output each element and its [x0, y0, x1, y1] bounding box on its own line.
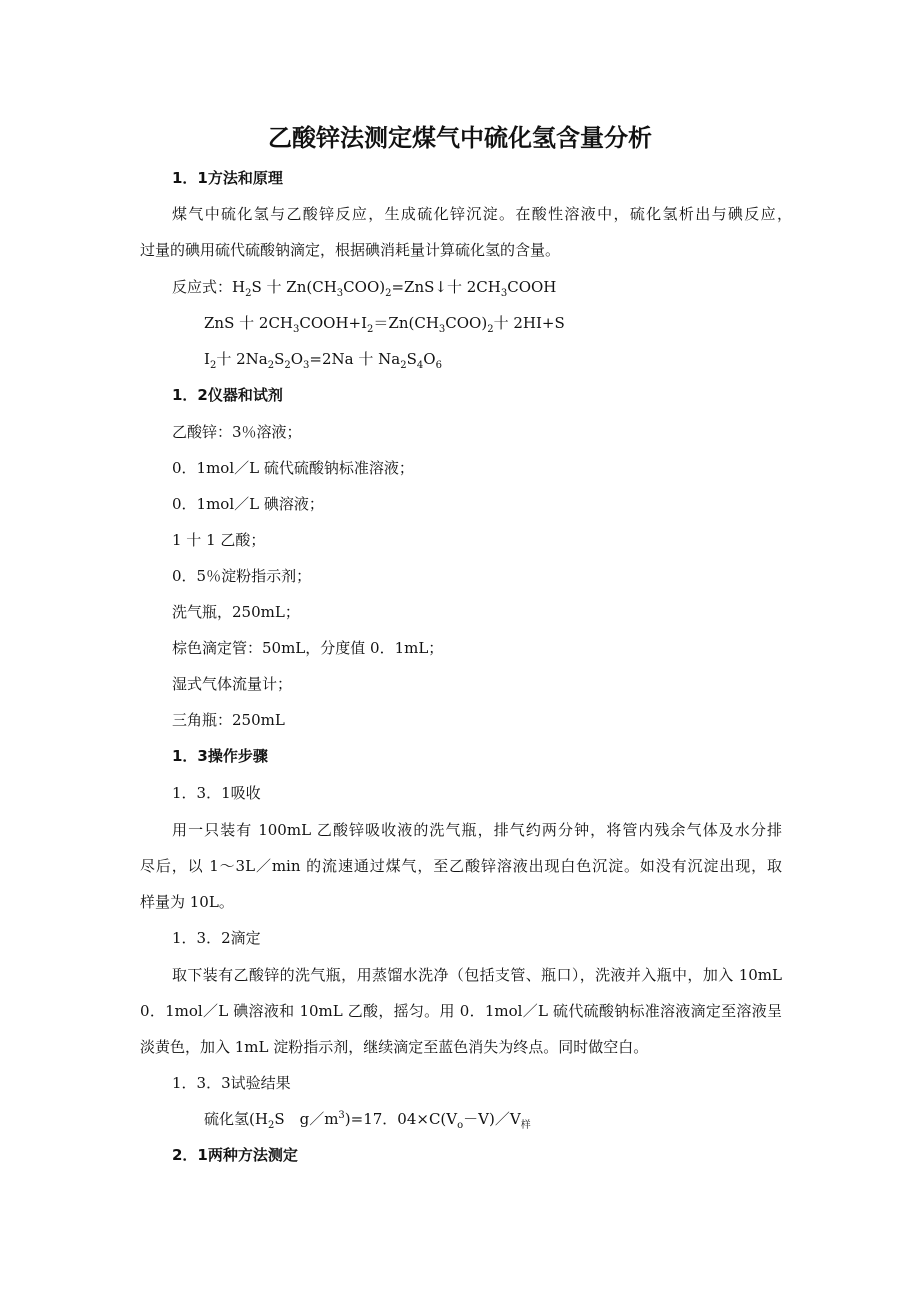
reaction-equation-2: ZnS 十 $2CH_3COOH+I_2=Zn(CH_3COO)_2$十 2HI+S: [204, 314, 565, 335]
section-heading-1-3: 1．3操作步骤: [172, 747, 268, 765]
list-item: 0．5％淀粉指示剂；: [172, 567, 312, 585]
equation-label: 反应式：: [172, 278, 233, 296]
paragraph-line: 样量为 10L。: [140, 893, 234, 911]
list-item: 0．1mol／L 碘溶液；: [172, 495, 324, 513]
subsection-heading: 1．3．2滴定: [172, 929, 261, 947]
paragraph-line: 过量的碘用硫代硫酸钠滴定，根据碘消耗量计算硫化氢的含量。: [140, 241, 561, 259]
list-item: 1 十 1 乙酸；: [172, 531, 266, 549]
section-heading-1-2: 1．2仪器和试剂: [172, 386, 283, 404]
paragraph-line: 用一只装有 100mL 乙酸锌吸收液的洗气瓶，排气约两分钟，将管内残余气体及水分排: [172, 821, 782, 839]
paragraph-line: 淡黄色，加入 1mL 淀粉指示剂，继续滴定至蓝色消失为终点。同时做空白。: [140, 1038, 649, 1056]
list-item: 0．1mol／L 硫代硫酸钠标准溶液；: [172, 459, 414, 477]
paragraph-line: 0．1mol／L 碘溶液和 10mL 乙酸，摇匀。用 0．1mol／L 硫代硫酸钠标准溶液滴定至溶液呈: [140, 1002, 782, 1020]
section-heading-2-1: 2．1两种方法测定: [172, 1146, 298, 1164]
result-formula: 硫化氢($H_2S$ $g/m^3)=17$．$04\times C(V_o-V)/V_样$: [204, 1110, 531, 1131]
subsection-heading: 1．3．3试验结果: [172, 1074, 291, 1092]
reaction-equation-3: $I_2$十 $2Na_2S_2O_3=2Na$ 十 $Na_2S_4O_6$: [204, 350, 442, 371]
paragraph-line: 尽后，以 1～3L／min 的流速通过煤气，至乙酸锌溶液出现白色沉淀。如没有沉淀出现，取: [140, 857, 782, 875]
paragraph-line: 取下装有乙酸锌的洗气瓶，用蒸馏水洗净（包括支管、瓶口），洗液并入瓶中，加入 10mL: [172, 966, 782, 984]
paragraph-line: 煤气中硫化氢与乙酸锌反应，生成硫化锌沉淀。在酸性溶液中，硫化氢析出与碘反应，: [172, 205, 792, 223]
list-item: 湿式气体流量计；: [172, 675, 293, 693]
list-item: 洗气瓶，250mL；: [172, 603, 300, 621]
reaction-equation-1: 反应式：$H_2S$ 十 $Zn(CH_3COO)_2=ZnS↓$十 $2CH_3COOH$: [172, 278, 557, 299]
section-heading-1-1: 1．1方法和原理: [172, 169, 283, 187]
subsection-heading: 1．3．1吸收: [172, 784, 261, 802]
list-item: 三角瓶：250mL: [172, 711, 285, 729]
list-item: 棕色滴定管：50mL，分度值 0．1mL；: [172, 639, 444, 657]
list-item: 乙酸锌：3％溶液；: [172, 423, 302, 441]
document-title: 乙酸锌法测定煤气中硫化氢含量分析: [268, 124, 652, 152]
